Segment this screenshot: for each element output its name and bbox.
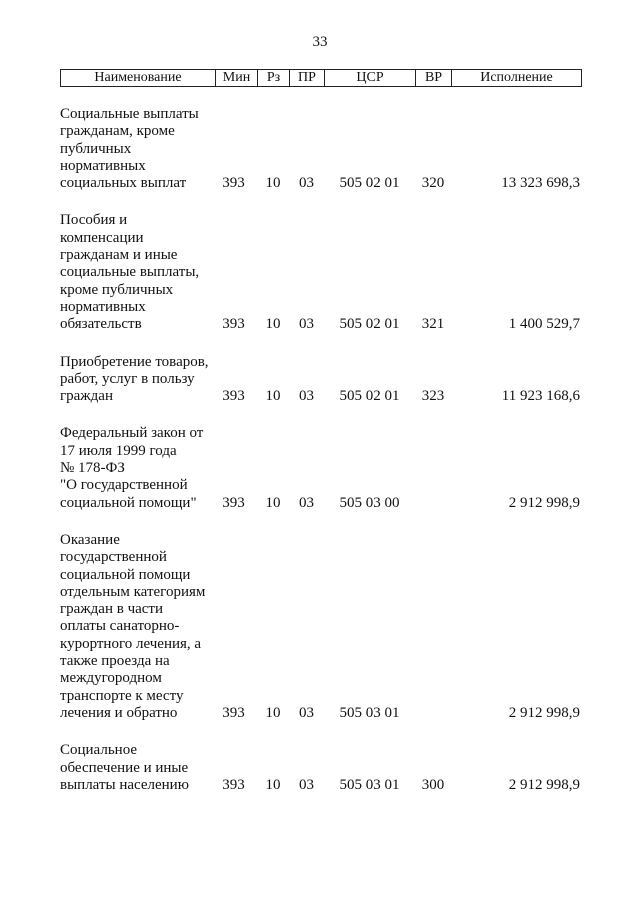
row-pr: 03 <box>299 175 314 192</box>
header-pr: ПР <box>290 70 325 86</box>
table-row <box>60 212 582 333</box>
table-row <box>60 425 582 511</box>
row-name: Приобретение товаров, работ, услуг в пользу граждан <box>60 353 209 405</box>
row-pr: 03 <box>299 494 314 511</box>
row-rz: 10 <box>265 776 281 793</box>
header-isp: Исполнение <box>480 70 553 85</box>
row-min: 393 <box>222 175 245 192</box>
row-rz: 10 <box>265 704 281 721</box>
header-rz: Рз <box>258 70 290 86</box>
row-csr: 505 02 01 <box>339 388 400 405</box>
row-name: Федеральный закон от 17 июля 1999 года № 178-ФЗ "О государственной социальной помощи" <box>60 425 204 511</box>
row-rz: 10 <box>265 494 281 511</box>
header-name: Наименование <box>61 70 216 86</box>
table-header <box>60 69 582 87</box>
row-isp: 2 912 998,9 <box>508 494 580 511</box>
row-min: 393 <box>222 316 245 333</box>
row-isp: 13 323 698,3 <box>501 175 580 192</box>
row-csr: 505 03 00 <box>339 494 400 511</box>
header-csr: ЦСР <box>325 70 416 86</box>
table-row <box>60 742 582 794</box>
row-name: Социальные выплаты гражданам, кроме публичных нормативных социальных выплат <box>60 106 199 192</box>
row-csr: 505 03 01 <box>339 704 400 721</box>
row-vr: 321 <box>421 316 445 333</box>
row-csr: 505 02 01 <box>339 175 400 192</box>
table-row <box>60 354 582 406</box>
row-isp: 2 912 998,9 <box>508 776 580 793</box>
row-pr: 03 <box>299 388 314 405</box>
row-isp: 11 923 168,6 <box>501 388 580 405</box>
row-min: 393 <box>222 704 245 721</box>
row-csr: 505 03 01 <box>339 776 400 793</box>
row-name: Социальное обеспечение и иные выплаты населению <box>60 742 189 793</box>
row-vr: 300 <box>421 776 445 793</box>
row-rz: 10 <box>265 316 281 333</box>
row-csr: 505 02 01 <box>339 316 400 333</box>
row-pr: 03 <box>299 776 314 793</box>
row-rz: 10 <box>265 175 281 192</box>
row-min: 393 <box>222 776 245 793</box>
row-pr: 03 <box>299 316 314 333</box>
row-min: 393 <box>222 494 245 511</box>
row-vr: 323 <box>421 388 445 405</box>
header-vr: ВР <box>416 70 452 86</box>
row-vr: 320 <box>421 175 445 192</box>
row-pr: 03 <box>299 704 314 721</box>
row-isp: 1 400 529,7 <box>508 316 580 333</box>
row-name: Оказание государственной социальной помощи отдельным категориям граждан в части оплаты санаторно- курортного лечения, а также проезда на междугородном транспорте к месту лечения и обратно <box>60 531 206 721</box>
row-min: 393 <box>222 388 245 405</box>
page-number: 33 <box>312 34 328 50</box>
row-isp: 2 912 998,9 <box>508 704 580 721</box>
table-row <box>60 106 582 192</box>
row-name: Пособия и компенсации гражданам и иные социальные выплаты, кроме публичных нормативных обязательств <box>60 212 200 333</box>
row-rz: 10 <box>265 388 281 405</box>
table-body <box>60 106 582 794</box>
header-min: Мин <box>216 70 258 86</box>
table-row <box>60 532 582 722</box>
